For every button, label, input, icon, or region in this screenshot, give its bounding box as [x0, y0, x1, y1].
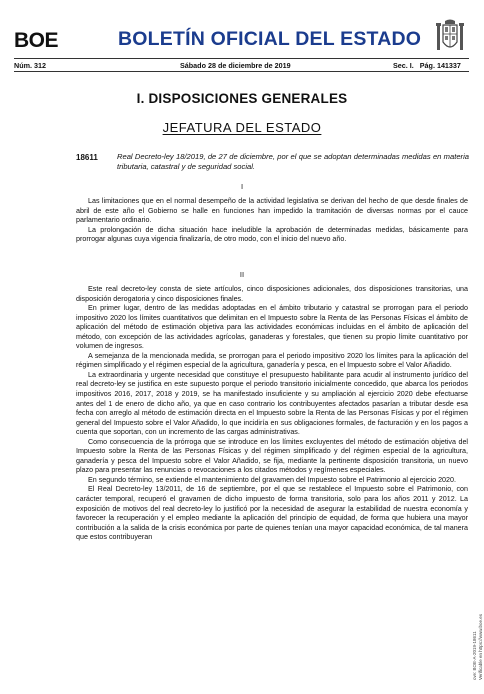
- paragraph: En segundo término, se extiende el mantenimiento del gravamen del Impuesto sobre el Patrimonio al ejercicio 2020.: [88, 475, 456, 484]
- masthead-title: BOLETÍN OFICIAL DEL ESTADO: [118, 28, 422, 50]
- header-rule-bottom: [14, 71, 469, 72]
- verification-note: [472, 614, 483, 680]
- part-heading-1: I: [240, 182, 244, 191]
- paragraph: Este real decreto-ley consta de siete artículos, cinco disposiciones adicionales, dos disposiciones transitorias, una disposición derogatoria y cinco disposiciones finales.: [76, 285, 468, 303]
- paragraph: Como consecuencia de la prórroga que se introduce en los límites excluyentes del método de estimación objetiva del Impuesto sobre la Renta de las Personas Físicas y del régimen simplificado y del régimen especial de la agricultura, ganadería y pesca del Impuesto sobre el Valor Añadido, se fija, mediante la pertinente disposición transitoria, un nuevo plazo para presentar las renuncias o revocaciones a los citados métodos y regímenes especiales.: [76, 437, 468, 475]
- part2-text: [76, 285, 468, 543]
- part1-text: [76, 197, 468, 245]
- paragraph: Las limitaciones que en el normal desempeño de la actividad legislativa se derivan del hecho de que desde finales de abril de este año el Gobierno se halle en funciones han impedido la tramitación de diversas normas por el cauce parlamentario ordinario.: [76, 197, 468, 225]
- boe-logo: BOE: [14, 29, 59, 52]
- department-title: JEFATURA DEL ESTADO: [162, 120, 322, 135]
- paragraph: La extraordinaria y urgente necesidad que constituye el presupuesto habilitante para acudir al instrumento jurídico del real decreto-ley se justifica en este supuesto porque el periodo transitorio inicialmente concedido, que abarca los periodos impositivos 2016, 2017, 2018 y 2019, se ha manifestado insuficiente y su ampliación al ejercicio 2020 debe efectuarse antes del 1 de enero de dicho año, ya que en caso contrario los contribuyentes afectados pasarían a tributar desde esa fecha con arreglo al método de estimación directa en el Impuesto sobre la Renta de las Personas Físicas y por el régimen general del Impuesto sobre el Valor Añadido, lo que incidiría en sus obligaciones formales, de facturación y en los pagos a cuenta que soportan, con un incremento de las cargas administrativas.: [76, 370, 468, 437]
- issue-section-page: Sec. I. Pág. 141337: [393, 61, 461, 70]
- decree-title: Real Decreto-ley 18/2019, de 27 de diciembre, por el que se adoptan determinadas medidas en materia tributaria, catastral y de seguridad social.: [117, 152, 469, 171]
- coat-of-arms-icon: [432, 18, 468, 56]
- issue-date: Sábado 28 de diciembre de 2019: [180, 61, 291, 70]
- paragraph: La prolongación de dicha situación hace ineludible la aprobación de determinadas medidas, básicamente para prorrogar algunas cuya vigencia finalizaría, de otro modo, con el inicio del nuevo año.: [76, 225, 468, 244]
- issue-number: Núm. 312: [14, 61, 46, 70]
- paragraph: En primer lugar, dentro de las medidas adoptadas en el ámbito tributario y catastral se prorrogan para el periodo impositivo 2020 los límites cuantitativos que delimitan en el Impuesto sobre la Renta de las Personas Físicas el ámbito de aplicación del método de estimación objetiva para las actividades económicas incluidas en el ámbito de aplicación del método, con excepción de las actividades agrícolas, ganaderas y forestales, que tienen su propio límite cuantitativo por volumen de ingresos.: [76, 304, 468, 351]
- decree-number: 18611: [76, 153, 98, 162]
- verification-url[interactable]: Verificable en https://www.boe.es: [477, 613, 483, 680]
- paragraph: A semejanza de la mencionada medida, se prorrogan para el periodo impositivo 2020 los límites para la aplicación del régimen simplificado y el régimen especial de la agricultura, ganadería y pesca, en el Impuesto sobre el Valor Añadido.: [76, 351, 468, 370]
- part-heading-2: II: [239, 270, 245, 279]
- header-rule-top: [14, 58, 469, 59]
- cve-code: cve: BOE-A-2019-18611: [472, 631, 477, 680]
- paragraph: El Real Decreto-ley 13/2011, de 16 de septiembre, por el que se restablece el Impuesto sobre el Patrimonio, con carácter temporal, recuperó el gravamen de dicho impuesto de forma transitoria, solo para los años 2011 y 2012. La exposición de motivos del real decreto-ley lo justificó por la necesidad de asegurar la estabilidad de nuestra economía y favorecer la recuperación y el empleo mediante la aplicación del principio de equidad, de forma que hubiera una mayor contribución a la salida de la crisis económica por parte de quienes tenían una mayor capacidad económica, de tal manera que estos contribuyeran: [76, 485, 468, 542]
- section-title: I. DISPOSICIONES GENERALES: [136, 91, 348, 106]
